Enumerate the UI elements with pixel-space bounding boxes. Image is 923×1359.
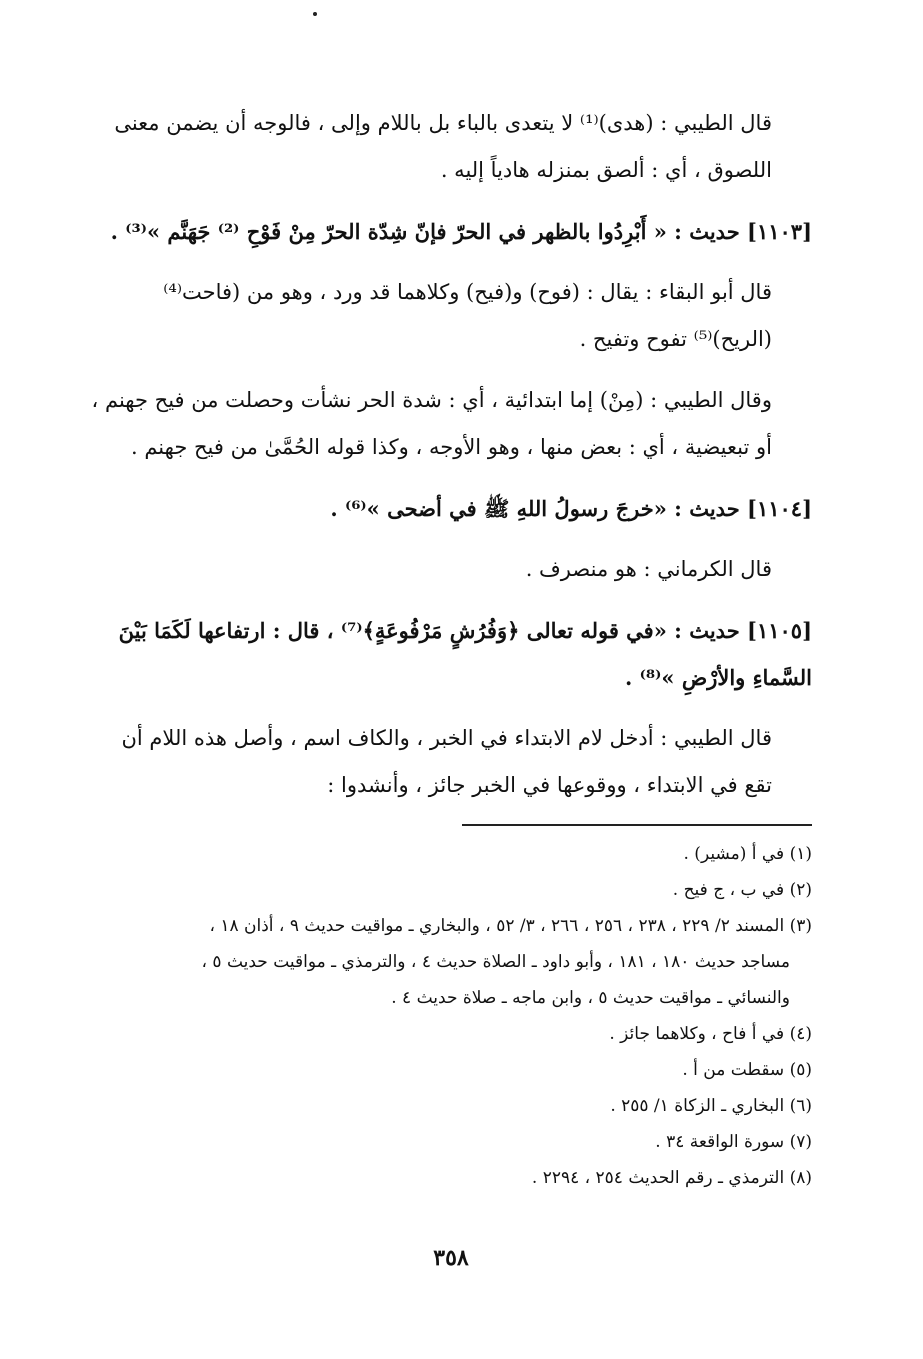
footnote-3: (٣) المسند ٢/ ٢٢٩ ، ٢٣٨ ، ٢٥٦ ، ٢٦٦ ، ٣/ ٥٢ ، والبخاري ـ مواقيت حديث ٩ ، أذان ١٨ ، bbox=[209, 916, 812, 936]
text-line: قال الطيبي : (هدى)⁽¹⁾ لا يتعدى بالباء بل باللام وإلى ، فالوجه أن يضمن معنى bbox=[114, 111, 772, 135]
footnote-divider bbox=[462, 824, 812, 826]
footnotes bbox=[90, 836, 812, 1196]
hadith-1103 bbox=[90, 208, 812, 255]
text-line: قال الطيبي : أدخل لام الابتداء في الخبر ، والكاف اسم ، وأصل هذه اللام أن bbox=[121, 726, 772, 750]
page-number: ٣٥٨ bbox=[433, 1245, 469, 1271]
text-line: السَّماءِ والأرْضِ »⁽⁸⁾ . bbox=[625, 665, 812, 690]
paragraph-tibi-lam bbox=[90, 715, 812, 809]
paragraph-abu-baqa bbox=[90, 269, 812, 363]
footnote-5: (٥) سقطت من أ . bbox=[682, 1060, 812, 1080]
text-line: تقع في الابتداء ، ووقوعها في الخبر جائز ، وأنشدوا : bbox=[327, 773, 772, 797]
text-line: [١١٠٤] حديث : «خرجَ رسولُ اللهِ ﷺ في أضحى »⁽⁶⁾ . bbox=[330, 496, 812, 521]
text-line: أو تبعيضية ، أي : بعض منها ، وهو الأوجه ، وكذا قوله الحُمَّىٰ من فيح جهنم . bbox=[130, 435, 772, 459]
text-line: [١١٠٥] حديث : «في قوله تعالى ﴿وَفُرُشٍ مَرْفُوعَةٍ﴾⁽⁷⁾ ، قال : ارتفاعها لَكَمَا بَيْنَ bbox=[118, 618, 812, 643]
footnote-6: (٦) البخاري ـ الزكاة ١/ ٢٥٥ . bbox=[610, 1096, 812, 1116]
top-mark bbox=[313, 12, 317, 16]
text-line: [١١٠٣] حديث : « أَبْرِدُوا بالظهر في الحرّ فإنّ شِدّة الحرّ مِنْ فَوْحِ ⁽²⁾ جَهَنَّم »⁽³⁾ . bbox=[110, 219, 812, 244]
text-line: اللصوق ، أي : ألصق بمنزله هادياً إليه . bbox=[440, 158, 772, 182]
paragraph-tibi-min bbox=[90, 377, 812, 471]
footnote-2: (٢) في ب ، ج فيح . bbox=[672, 880, 812, 900]
paragraph-tibi-huda bbox=[90, 100, 812, 194]
footnote-1: (١) في أ (مشير) . bbox=[683, 844, 812, 864]
text-line: (الريح)⁽⁵⁾ تفوح وتفيح . bbox=[579, 327, 772, 351]
footnote-8: (٨) الترمذي ـ رقم الحديث ٢٥٤ ، ٢٢٩٤ . bbox=[531, 1168, 812, 1188]
hadith-1105 bbox=[90, 607, 812, 701]
footnote-3-continued: والنسائي ـ مواقيت حديث ٥ ، وابن ماجه ـ صلاة حديث ٤ . bbox=[391, 988, 790, 1008]
hadith-1104 bbox=[90, 485, 812, 532]
text-line: قال أبو البقاء : يقال : (فوح) و(فيح) وكلاهما قد ورد ، وهو من (فاحت⁽⁴⁾ bbox=[163, 280, 772, 304]
main-text bbox=[90, 100, 812, 823]
book-page bbox=[90, 0, 812, 1359]
text-line: قال الكرماني : هو منصرف . bbox=[525, 557, 772, 581]
footnote-4: (٤) في أ فاح ، وكلاهما جائز . bbox=[609, 1024, 812, 1044]
text-line: وقال الطيبي : (مِنْ) إما ابتدائية ، أي : شدة الحر نشأت وحصلت من فيح جهنم ، bbox=[91, 388, 772, 412]
footnote-7: (٧) سورة الواقعة ٣٤ . bbox=[655, 1132, 812, 1152]
footnote-3-continued: مساجد حديث ١٨٠ ، ١٨١ ، وأبو داود ـ الصلاة حديث ٤ ، والترمذي ـ مواقيت حديث ٥ ، bbox=[201, 952, 790, 972]
paragraph-kirmani bbox=[90, 546, 812, 593]
